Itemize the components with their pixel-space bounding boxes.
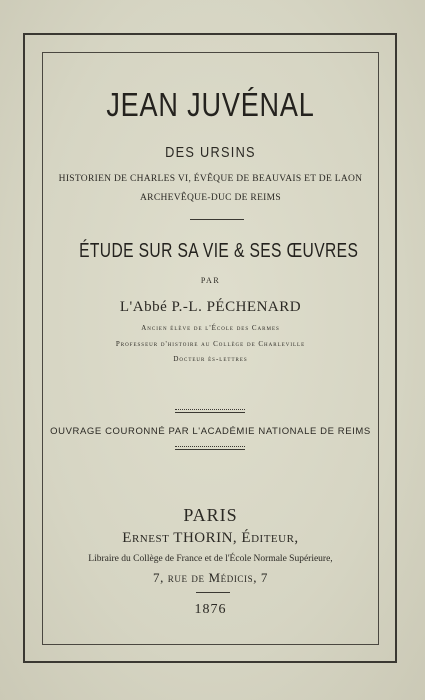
- author-credential-2: Professeur d'histoire au Collège de Charleville: [115, 340, 306, 348]
- imprint-publisher: Ernest THORIN, Éditeur,: [122, 530, 299, 546]
- author-credential-1: Ancien élève de l'École des Carmes: [141, 324, 280, 332]
- roles-line-2: ARCHEVÊQUE-DUC DE REIMS: [140, 193, 281, 203]
- divider-rule-3: [175, 446, 245, 447]
- study-title: ÉTUDE SUR SA VIE & SES ŒUVRES: [79, 240, 359, 262]
- divider-rule-2: [175, 409, 245, 410]
- author-credential-3: Docteur ès-lettres: [173, 355, 248, 363]
- book-subtitle: DES URSINS: [165, 144, 256, 161]
- imprint-city: PARIS: [183, 505, 238, 525]
- imprint-libraire: Libraire du Collège de France et de l'École Normale Supérieure,: [88, 554, 333, 564]
- by-label: PAR: [200, 276, 221, 285]
- author-name: L'Abbé P.-L. PÉCHENARD: [119, 299, 302, 315]
- roles-line-1: HISTORIEN DE CHARLES VI, ÉVÊQUE DE BEAUVAIS ET DE LAON: [58, 174, 363, 184]
- imprint-year: 1876: [194, 602, 227, 617]
- divider-rule-4: [196, 592, 230, 593]
- book-title: JEAN JUVÉNAL: [106, 86, 315, 123]
- award-line: OUVRAGE COURONNÉ PAR L'ACADÉMIE NATIONALE DE REIMS: [50, 426, 371, 437]
- imprint-address: 7, rue de Médicis, 7: [152, 570, 269, 585]
- divider-rule-1: [190, 219, 244, 220]
